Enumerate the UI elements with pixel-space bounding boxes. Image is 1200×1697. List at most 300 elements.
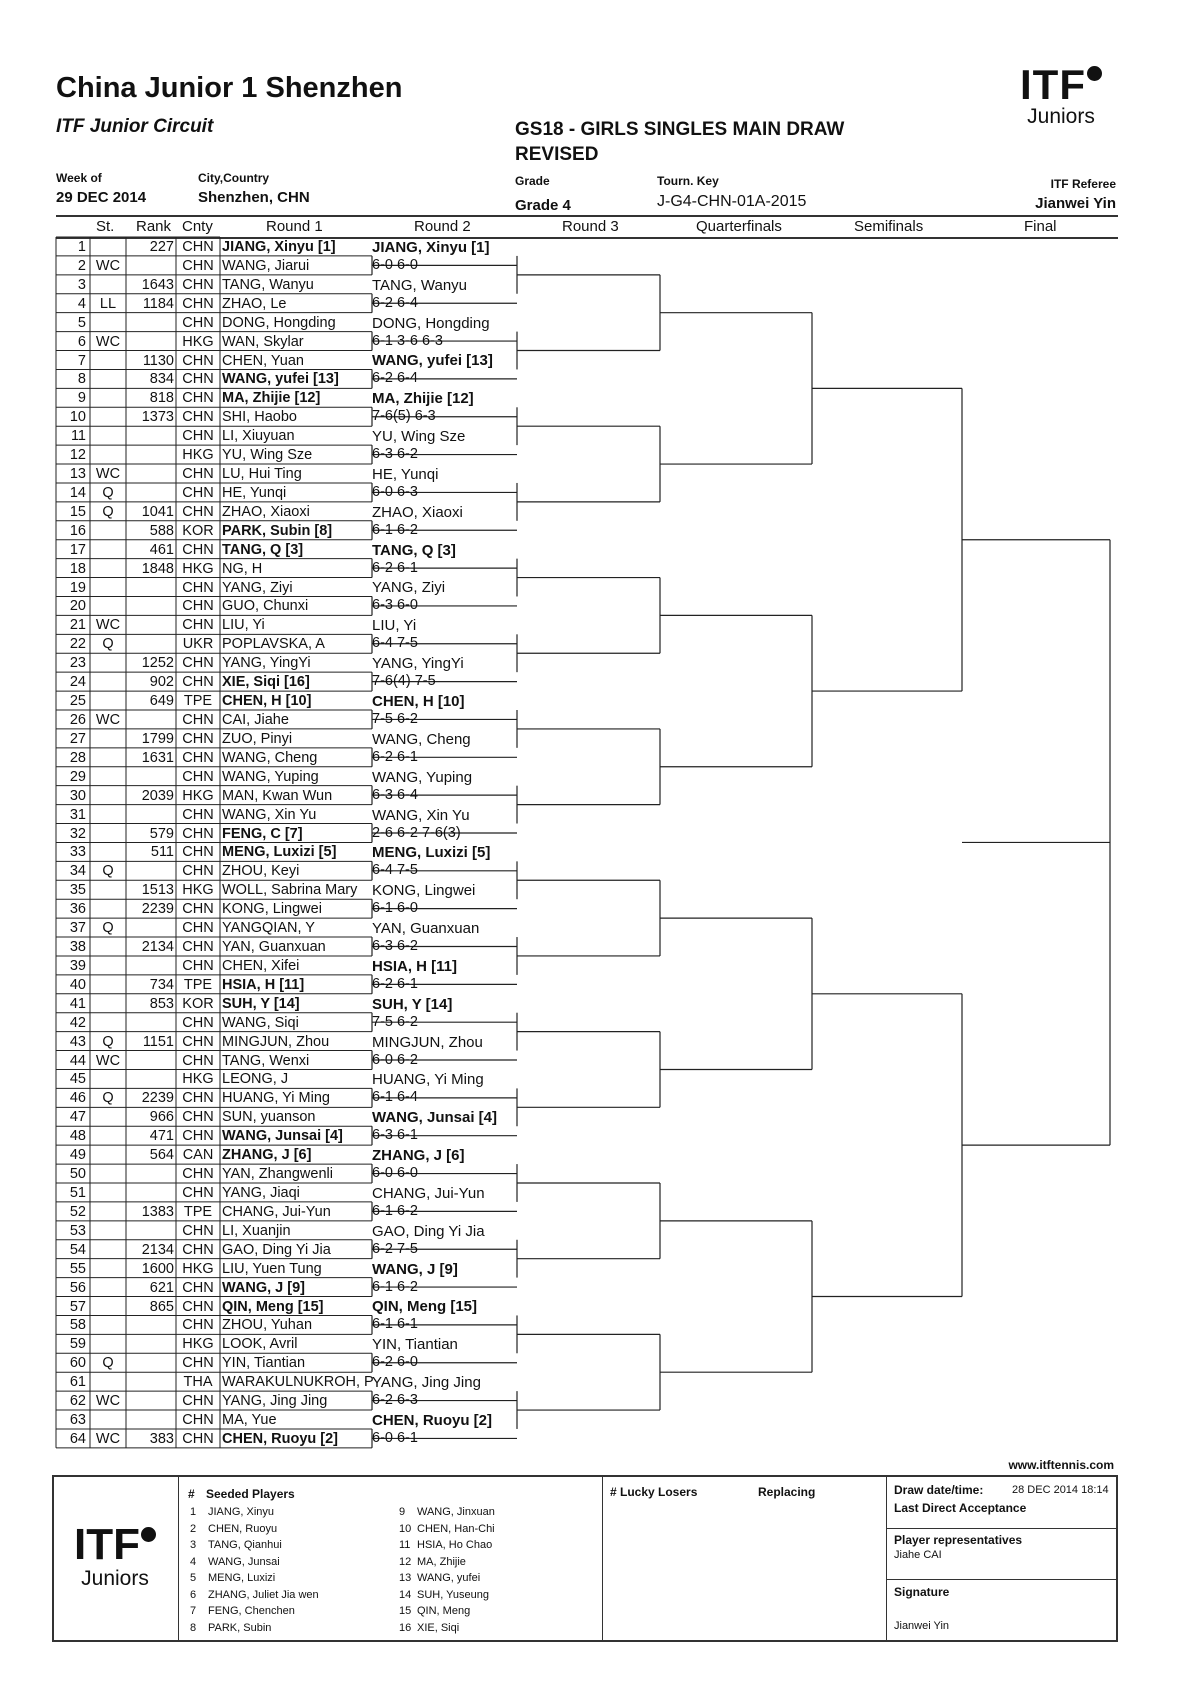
seed-name: WANG, yufei — [417, 1572, 481, 1584]
player-rank: 734 — [149, 976, 174, 993]
player-cnty: CHN — [182, 901, 214, 918]
draw-name: GS18 - GIRLS SINGLES MAIN DRAW — [515, 119, 845, 140]
seed-name: MENG, Luxizi — [208, 1572, 276, 1584]
round2-winner: GAO, Ding Yi Jia — [372, 1222, 485, 1240]
player-num: 13 — [69, 466, 86, 483]
player-cnty: CHN — [182, 1393, 214, 1410]
seed-number: 15 — [399, 1605, 412, 1617]
player-name: TANG, Wenxi — [222, 1052, 310, 1069]
round1-score: 6-3 6-4 — [372, 786, 418, 803]
player-name: FENG, C [7] — [222, 825, 303, 842]
player-rank: 1151 — [142, 1033, 174, 1050]
player-num: 38 — [69, 939, 86, 956]
grade-value: Grade 4 — [515, 197, 571, 214]
round2-winner: SUH, Y [14] — [372, 995, 453, 1013]
player-cnty: CHN — [182, 939, 214, 956]
round2-winner: WANG, Cheng — [372, 730, 471, 748]
player-st: Q — [102, 863, 114, 880]
player-cnty: CHN — [182, 1128, 214, 1145]
player-num: 25 — [69, 693, 86, 710]
player-cnty: CHN — [182, 1090, 214, 1107]
player-cnty: CHN — [182, 503, 214, 520]
player-name: HSIA, H [11] — [222, 976, 305, 993]
player-cnty: CHN — [182, 1412, 214, 1429]
player-name: YAN, Zhangwenli — [222, 1166, 333, 1183]
player-name: TANG, Wanyu — [222, 276, 314, 293]
week-label: Week of — [56, 171, 102, 185]
player-num: 44 — [69, 1052, 86, 1069]
player-num: 12 — [69, 447, 86, 464]
tourn-key-label: Tourn. Key — [657, 174, 719, 188]
tournament-subtitle: ITF Junior Circuit — [56, 116, 214, 137]
round2-winner: YANG, Jing Jing — [372, 1374, 481, 1392]
player-rank: 1513 — [141, 882, 174, 899]
player-rank: 511 — [150, 844, 174, 861]
player-cnty: HKG — [182, 560, 214, 577]
player-cnty: HKG — [182, 447, 214, 464]
seed-number: 3 — [190, 1539, 197, 1551]
round2-winner: ZHANG, J [6] — [372, 1147, 465, 1165]
player-name: YAN, Guanxuan — [222, 939, 326, 956]
player-name: LU, Hui Ting — [222, 466, 302, 483]
round1-score: 6-0 6-3 — [372, 483, 418, 500]
player-st: WC — [95, 1052, 121, 1069]
footer-logo-subtext: Juniors — [81, 1567, 149, 1590]
round1-score: 6-2 6-3 — [372, 1392, 418, 1409]
player-num: 2 — [77, 257, 86, 274]
seed-name: MA, Zhijie — [417, 1555, 466, 1568]
player-st: WC — [95, 257, 121, 274]
player-name: YANG, Jiaqi — [222, 1185, 300, 1201]
player-cnty: CHN — [182, 749, 214, 766]
col-final: Final — [1024, 218, 1057, 235]
player-rank: 227 — [149, 239, 174, 255]
player-reps-value: Jiahe CAI — [894, 1549, 942, 1561]
player-rank: 1252 — [141, 655, 174, 672]
player-rank: 2239 — [141, 1090, 174, 1107]
player-num: 16 — [69, 522, 86, 539]
seed-number: 4 — [190, 1555, 197, 1568]
player-num: 39 — [69, 957, 86, 974]
seed-number: 5 — [190, 1572, 197, 1584]
player-cnty: CHN — [182, 1222, 214, 1239]
round1-score: 6-1 6-2 — [372, 521, 418, 538]
player-name: MENG, Luxizi [5] — [222, 844, 337, 861]
draw-date-label: Draw date/time: — [894, 1483, 984, 1497]
seed-name: PARK, Subin — [208, 1621, 272, 1634]
player-name: WANG, yufei [13] — [222, 371, 339, 388]
round2-winner: JIANG, Xinyu [1] — [372, 238, 490, 256]
round1-score: 7-5 6-2 — [372, 1013, 418, 1030]
player-cnty: CHN — [182, 863, 214, 880]
seed-name: CHEN, Ruoyu — [208, 1522, 278, 1535]
player-name: WANG, Siqi — [222, 1014, 299, 1031]
player-rank: 1383 — [141, 1203, 174, 1220]
player-name: YANG, YingYi — [222, 655, 311, 672]
seed-name: SUH, Yuseung — [417, 1588, 489, 1601]
city-label: City,Country — [198, 171, 270, 185]
player-rank: 865 — [149, 1298, 174, 1315]
round1-score: 6-0 6-2 — [372, 1051, 418, 1068]
player-cnty: CHN — [182, 1430, 214, 1447]
player-name: ZHOU, Keyi — [222, 863, 300, 880]
player-cnty: CHN — [182, 1109, 214, 1126]
player-rank: 621 — [149, 1279, 174, 1296]
col-quarterfinals: Quarterfinals — [696, 218, 782, 235]
round1-score: 6-1 6-2 — [372, 1202, 418, 1219]
footer-box — [52, 1475, 1118, 1642]
player-st: WC — [95, 617, 121, 634]
player-name: MA, Yue — [222, 1412, 277, 1429]
player-st: Q — [102, 1090, 114, 1107]
player-st: Q — [102, 503, 114, 520]
player-num: 63 — [69, 1412, 86, 1429]
col-semifinals: Semifinals — [854, 218, 924, 235]
col-round1: Round 1 — [266, 218, 323, 235]
player-name: LIU, Yuen Tung — [222, 1260, 322, 1277]
player-cnty: CHN — [182, 674, 214, 691]
player-cnty: HKG — [182, 882, 214, 899]
player-rank: 564 — [149, 1147, 174, 1164]
seed-name: JIANG, Xinyu — [208, 1506, 275, 1518]
player-cnty: CHN — [182, 295, 214, 312]
round1-score: 6-1 6-1 — [372, 1316, 418, 1333]
player-name: MA, Zhijie [12] — [222, 390, 321, 407]
player-cnty: CHN — [182, 1033, 214, 1050]
seed-number: 9 — [399, 1506, 406, 1518]
seed-name: ZHANG, Juliet Jia wen — [208, 1588, 319, 1601]
round2-winner: WANG, J [9] — [372, 1260, 458, 1278]
player-rank: 461 — [149, 541, 174, 558]
player-name: HE, Yunqi — [222, 484, 287, 501]
player-name: KONG, Lingwei — [222, 901, 322, 918]
round1-score: 6-2 6-4 — [372, 294, 418, 311]
player-cnty: CHN — [182, 1166, 214, 1183]
round1-score: 6-2 6-4 — [372, 370, 418, 387]
player-cnty: CHN — [182, 1279, 214, 1296]
player-cnty: CHN — [182, 314, 214, 331]
round2-winner: MINGJUN, Zhou — [372, 1033, 483, 1051]
player-cnty: CHN — [182, 768, 214, 785]
player-num: 19 — [69, 579, 86, 596]
player-cnty: CHN — [182, 371, 214, 388]
seeded-players-title: Seeded Players — [206, 1487, 295, 1501]
seed-number: 6 — [190, 1588, 197, 1601]
player-name: YANG, Ziyi — [222, 579, 293, 596]
player-st: Q — [102, 1033, 114, 1050]
player-num: 59 — [69, 1336, 86, 1353]
player-cnty: CHN — [182, 806, 214, 823]
round2-winner: CHEN, H [10] — [372, 693, 465, 710]
player-rank: 1184 — [142, 295, 174, 312]
player-cnty: CHN — [182, 655, 214, 672]
player-num: 64 — [69, 1430, 86, 1447]
round2-winner: CHANG, Jui-Yun — [372, 1184, 485, 1202]
logo-subtext: Juniors — [1027, 105, 1095, 128]
player-rank: 2239 — [141, 901, 174, 918]
player-num: 48 — [69, 1128, 86, 1145]
round2-winner: CHEN, Ruoyu [2] — [372, 1411, 492, 1429]
player-num: 29 — [69, 768, 86, 785]
player-num: 32 — [69, 825, 86, 842]
logo-text: ITF — [1020, 61, 1086, 108]
player-rank: 471 — [149, 1128, 174, 1145]
round1-score: 6-1 3-6 6-3 — [372, 332, 443, 349]
col-round3: Round 3 — [562, 218, 619, 235]
seed-name: FENG, Chenchen — [208, 1605, 295, 1617]
player-name: NG, H — [222, 560, 263, 577]
player-cnty: HKG — [182, 787, 214, 804]
round2-winner: YU, Wing Sze — [372, 428, 466, 446]
seed-number: 12 — [399, 1555, 412, 1568]
round2-winner: WANG, Junsai [4] — [372, 1109, 498, 1127]
player-num: 8 — [77, 371, 86, 388]
round1-score: 6-3 6-2 — [372, 938, 418, 955]
player-num: 34 — [69, 863, 86, 880]
player-num: 15 — [69, 503, 86, 520]
player-cnty: CHN — [182, 466, 214, 483]
col-st: St. — [96, 218, 115, 235]
player-rank: 1041 — [141, 503, 174, 520]
player-num: 41 — [69, 995, 86, 1012]
seed-name: XIE, Siqi — [417, 1621, 460, 1634]
player-cnty: CHN — [182, 1052, 214, 1069]
player-name: GAO, Ding Yi Jia — [222, 1241, 331, 1258]
player-rank: 2039 — [141, 787, 174, 804]
player-num: 62 — [69, 1393, 86, 1410]
player-cnty: TPE — [183, 1203, 213, 1220]
player-cnty: CHN — [182, 352, 214, 369]
round1-score: 6-4 7-5 — [372, 862, 418, 879]
player-rank: 966 — [149, 1109, 174, 1126]
player-cnty: KOR — [182, 522, 214, 539]
last-direct-acceptance-label: Last Direct Acceptance — [894, 1501, 1027, 1515]
player-name: WOLL, Sabrina Mary — [222, 882, 358, 899]
player-st: Q — [102, 920, 114, 937]
player-st: WC — [95, 466, 121, 483]
round1-score: 2-6 6-2 7-6(3) — [372, 824, 461, 841]
player-st: WC — [95, 1393, 121, 1410]
player-name: WANG, Yuping — [222, 768, 319, 785]
player-rank: 588 — [149, 522, 174, 539]
round1-score: 6-3 6-1 — [372, 1127, 418, 1144]
player-num: 27 — [69, 730, 86, 747]
player-rank: 1799 — [141, 730, 174, 747]
draw-date-value: 28 DEC 2014 18:14 — [1012, 1484, 1109, 1496]
player-num: 42 — [69, 1014, 86, 1031]
tournament-title: China Junior 1 Shenzhen — [56, 72, 403, 104]
player-name: CHEN, Xifei — [222, 957, 300, 974]
player-cnty: CHN — [182, 957, 214, 974]
player-name: POPLAVSKA, A — [222, 636, 325, 653]
player-cnty: CHN — [182, 920, 214, 937]
round1-score: 6-3 6-0 — [372, 597, 418, 614]
round1-score: 7-5 6-2 — [372, 711, 418, 727]
player-name: LI, Xiuyuan — [222, 428, 295, 445]
player-num: 1 — [77, 239, 86, 255]
round1-score: 6-2 6-0 — [372, 1354, 418, 1371]
player-rank: 1631 — [141, 749, 174, 766]
player-name: ZHANG, J [6] — [222, 1147, 312, 1164]
signature-label: Signature — [894, 1585, 950, 1599]
player-cnty: CHN — [182, 484, 214, 501]
player-name: ZHOU, Yuhan — [222, 1317, 313, 1334]
player-rank: 1373 — [141, 409, 174, 426]
player-rank: 1600 — [141, 1260, 174, 1277]
player-num: 23 — [69, 655, 86, 672]
round1-score: 6-2 7-5 — [372, 1240, 418, 1257]
round2-winner: YANG, YingYi — [372, 655, 464, 673]
round2-winner: YANG, Ziyi — [372, 579, 446, 597]
player-cnty: CHN — [182, 825, 214, 842]
draw-status: REVISED — [515, 144, 599, 165]
player-cnty: CHN — [182, 1185, 214, 1201]
referee-label: ITF Referee — [1050, 177, 1116, 191]
player-rank: 1130 — [142, 352, 174, 369]
player-rank: 649 — [149, 693, 174, 710]
round1-score: 7-6(5) 6-3 — [372, 408, 436, 425]
player-name: DONG, Hongding — [222, 314, 336, 331]
player-rank: 902 — [149, 674, 174, 691]
week-value: 29 DEC 2014 — [56, 189, 147, 206]
player-num: 3 — [77, 276, 86, 293]
player-num: 49 — [69, 1147, 86, 1164]
player-name: GUO, Chunxi — [222, 598, 309, 615]
seed-number: 10 — [399, 1522, 412, 1535]
player-num: 35 — [69, 882, 86, 899]
website-link[interactable]: www.itftennis.com — [1008, 1458, 1114, 1472]
round2-winner: TANG, Wanyu — [372, 276, 468, 294]
round2-winner: TANG, Q [3] — [372, 541, 456, 559]
col-rank: Rank — [136, 218, 172, 235]
player-cnty: TPE — [183, 693, 213, 710]
seed-number: 11 — [399, 1539, 411, 1551]
round2-winner: LIU, Yi — [372, 617, 417, 635]
player-num: 10 — [69, 409, 86, 426]
player-num: 57 — [69, 1298, 86, 1315]
player-num: 28 — [69, 749, 86, 766]
player-num: 31 — [69, 806, 86, 823]
seed-name: QIN, Meng — [417, 1605, 471, 1617]
player-rank: 818 — [149, 390, 174, 407]
col-round2: Round 2 — [414, 218, 471, 235]
player-name: XIE, Siqi [16] — [222, 674, 310, 691]
player-num: 22 — [69, 636, 86, 653]
player-cnty: CHN — [182, 1298, 214, 1315]
round2-winner: WANG, Xin Yu — [372, 806, 470, 824]
player-name: MINGJUN, Zhou — [222, 1033, 330, 1050]
player-name: CHEN, H [10] — [222, 693, 312, 710]
round2-winner: MENG, Luxizi [5] — [372, 844, 491, 862]
player-name: CHANG, Jui-Yun — [222, 1203, 331, 1220]
player-cnty: CHN — [182, 712, 214, 728]
col-cnty: Cnty — [182, 218, 213, 235]
round2-winner: YIN, Tiantian — [372, 1336, 458, 1354]
round2-winner: HE, Yunqi — [372, 465, 439, 483]
player-name: TANG, Q [3] — [222, 541, 304, 558]
seed-number: 14 — [399, 1588, 412, 1601]
player-cnty: HKG — [182, 333, 214, 350]
player-st: LL — [99, 295, 117, 312]
player-name: YANG, Jing Jing — [222, 1393, 328, 1410]
player-st: WC — [95, 333, 121, 350]
player-rank: 2134 — [141, 1241, 174, 1258]
seed-number: 1 — [190, 1506, 197, 1518]
round1-score: 6-2 6-1 — [372, 748, 418, 765]
player-cnty: CHN — [182, 390, 214, 407]
player-num: 55 — [69, 1260, 86, 1277]
player-rank: 1643 — [141, 276, 174, 293]
player-name: ZHAO, Le — [222, 295, 287, 312]
player-num: 26 — [69, 712, 86, 728]
player-cnty: CHN — [182, 541, 214, 558]
player-cnty: HKG — [182, 1336, 214, 1353]
player-st: WC — [95, 1430, 121, 1447]
player-num: 18 — [69, 560, 86, 577]
round1-score: 6-0 6-0 — [372, 1165, 418, 1182]
referee-value: Jianwei Yin — [1035, 195, 1116, 212]
round1-score: 6-2 6-1 — [372, 975, 418, 992]
player-cnty: CAN — [182, 1147, 214, 1164]
player-num: 17 — [69, 541, 86, 558]
player-name: YU, Wing Sze — [222, 447, 313, 464]
player-cnty: CHN — [182, 409, 214, 426]
player-cnty: CHN — [182, 276, 214, 293]
player-name: CAI, Jiahe — [222, 712, 289, 728]
player-num: 24 — [69, 674, 86, 691]
player-cnty: KOR — [182, 995, 214, 1012]
player-cnty: CHN — [182, 730, 214, 747]
player-num: 40 — [69, 976, 86, 993]
player-name: CHEN, Yuan — [222, 352, 304, 369]
player-cnty: HKG — [182, 1260, 214, 1277]
footer-logo-text: ITF — [74, 1520, 140, 1569]
player-rank: 579 — [149, 825, 174, 842]
player-cnty: THA — [183, 1374, 213, 1391]
player-name: SHI, Haobo — [222, 409, 297, 426]
player-name: WANG, Junsai [4] — [222, 1128, 343, 1145]
player-name: LIU, Yi — [222, 617, 265, 634]
round1-score: 6-0 6-1 — [372, 1429, 418, 1446]
replacing-title: Replacing — [758, 1485, 816, 1499]
player-cnty: CHN — [182, 598, 214, 615]
round2-winner: YAN, Guanxuan — [372, 920, 480, 938]
player-num: 52 — [69, 1203, 86, 1220]
player-num: 43 — [69, 1033, 86, 1050]
player-name: ZUO, Pinyi — [222, 730, 293, 747]
player-st: Q — [102, 636, 114, 653]
player-cnty: CHN — [182, 257, 214, 274]
player-cnty: CHN — [182, 428, 214, 445]
player-name: WAN, Skylar — [222, 333, 304, 350]
player-num: 4 — [77, 295, 86, 312]
player-num: 5 — [77, 314, 86, 331]
seed-number: 8 — [190, 1621, 197, 1634]
player-cnty: CHN — [182, 617, 214, 634]
player-num: 56 — [69, 1279, 86, 1296]
seed-number: 13 — [399, 1572, 412, 1584]
player-name: LOOK, Avril — [222, 1336, 298, 1353]
player-num: 61 — [69, 1374, 86, 1391]
player-num: 53 — [69, 1222, 86, 1239]
player-num: 9 — [77, 390, 86, 407]
player-name: QIN, Meng [15] — [222, 1298, 324, 1315]
player-cnty: TPE — [183, 976, 213, 993]
round2-winner: KONG, Lingwei — [372, 882, 476, 900]
player-name: MAN, Kwan Wun — [222, 787, 333, 804]
seed-name: WANG, Jinxuan — [417, 1506, 495, 1518]
player-num: 54 — [69, 1241, 86, 1258]
